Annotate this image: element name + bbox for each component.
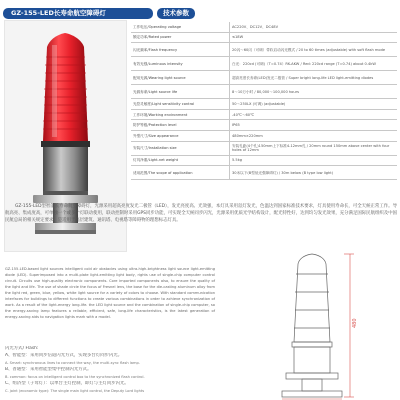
spec-label: 安装尺寸/Installation size: [131, 141, 230, 155]
spec-value: AC220V、DC12V、DC48V: [230, 22, 398, 32]
spec-label: 灯具净重/Light-net weight: [131, 155, 230, 166]
spec-label: 防护等级/Protection level: [131, 120, 230, 131]
spec-row: [131, 71, 397, 85]
spec-value: ≤18W: [230, 32, 398, 43]
flash-line: B. common: focus on intelligent control box to the synchronized flash control.: [5, 375, 145, 379]
spec-value: 480mm×220mm: [230, 130, 398, 141]
spec-label: 配用光源/Wearing light source: [131, 71, 230, 85]
spec-row: [131, 85, 397, 99]
spec-label: 闪光频率/Flash frequency: [131, 43, 230, 57]
product-title: GZ-155-LED长寿命航空障碍灯: [3, 8, 153, 19]
flash-line: C、组济型（子母灯）：以单台主灯控制，即灯与主灯同步闪光。: [5, 381, 129, 386]
spec-row: [131, 166, 397, 180]
spec-row: [131, 43, 397, 57]
spec-label: 适用范围/The scope of application: [131, 166, 230, 180]
spec-label: 有效光强/Luminous intensity: [131, 57, 230, 71]
description-chinese: GZ-155-LED型智能长寿命航空障碍灯，光源采用超高亮度发光二极管（LED），发光亮度高、光效强，本灯具采用氙灯发光，色温达到国家标准技术要求，灯具使用寿命长，可全天候正常工作。导航高亮、集成度高，可单独一个或多个灯联动使用，联动控制时采用GPS同步功能，可实现全天候同步闪光，光源采用优质光学结构设计，配光特性好，达到均匀发光效果，充分满足国际民航组织及中国民航总局的相关规定要求，是适用于高层建筑、通讯塔、电视塔等障碍物的理想标志灯具。: [5, 204, 397, 223]
spec-value: 30米以下(B型低光强障碍灯) / 30m below (B type low light): [230, 166, 398, 180]
section-tag: 技术参数: [157, 8, 195, 19]
spec-row: [131, 57, 397, 71]
spec-row: [131, 22, 397, 32]
spec-row: [131, 120, 397, 131]
flash-line: A、智能型：采用同步信道闪光方式，实现多台灯同步闪光。: [5, 353, 123, 358]
spec-value: 安装孔距(4个孔)150mm上下标准4-12mm孔 / 20mm round 150mm above center with four holes of 12mm: [230, 141, 398, 155]
spec-row: [131, 141, 397, 155]
spec-value: IP65: [230, 120, 398, 131]
spec-value: -40℃～60℃: [230, 109, 398, 120]
spec-row: [131, 130, 397, 141]
spec-value: 50～250LX (可调) (adjustable): [230, 99, 398, 110]
spec-label: 光控灵敏度/Light sensitivity control: [131, 99, 230, 110]
spec-label: 额定功率/Rated power: [131, 32, 230, 43]
dimension-drawing: [224, 252, 400, 400]
height-dimension-label: 480: [352, 318, 358, 328]
spec-value: 5.5kg: [230, 155, 398, 166]
flash-line: B、普通型：采用智能型集中控制闪光方式。: [5, 367, 92, 372]
spec-value: 8～10万小时 / 80,000～100,000 hours: [230, 85, 398, 99]
spec-row: [131, 155, 397, 166]
spec-value: 20闪～60闪（可调）带软启动闪光模式 / 20 to 60 times (adjustable) with soft flash mode: [230, 43, 398, 57]
description-english: GZ-155-LED-based light sources intelligent cold air obstacles using ultra-high-brightness light source light-emitting diode (LED). Superimposed into a multi-plate light-emitting light body, rights use of single-chip computer control circuit. Circuits use high-quality electronic components. Core imported components also, to ensure the quality of the light and life. The use of shade circle the focus of Fresnel lens, the base for the die-casting aluminum alloy from the light red, green, blue, yellow, white light source for a variety of colors to choose. With standard communication interfaces for buildings to different functions to create various combinations in order to achieve synchronization of work. As a result of the light-energy long-life. the LED light source and the combination of single-chip computer, so the energy-saving lamp features a reliable, efficient, safe, long-life characteristics, is the latest generation of energy-saving aids to navigation lights mark with a model.: [5, 267, 215, 319]
spec-value: 白光：220cd (可调)（T=0.74）RK-AKW / Red: 220cd range (T=0.74) about 0.4kW: [230, 57, 398, 71]
flash-line: C. joint (economic type): The single main light control, the Deputy Lord lights: [5, 389, 145, 393]
spec-table: [131, 22, 397, 180]
spec-label: 工作环境/Working environment: [131, 109, 230, 120]
product-header: [3, 8, 195, 18]
spec-label: 工作电压/Operating voltage: [131, 22, 230, 32]
spec-value: 超高亮度长寿命(LED)发光二极管 / Super bright long-life LED light-emitting diodes: [230, 71, 398, 85]
flash-heading: 闪光方式/ Flash:: [5, 346, 39, 351]
spec-label: 光源寿命/Light source life: [131, 85, 230, 99]
flash-line: A. Smart: synchronous lines to connect the way, the multi-sync flash lamp.: [5, 361, 140, 365]
spec-row: [131, 109, 397, 120]
spec-label: 外型尺寸/Size appearance: [131, 130, 230, 141]
spec-row: [131, 32, 397, 43]
spec-row: [131, 99, 397, 110]
